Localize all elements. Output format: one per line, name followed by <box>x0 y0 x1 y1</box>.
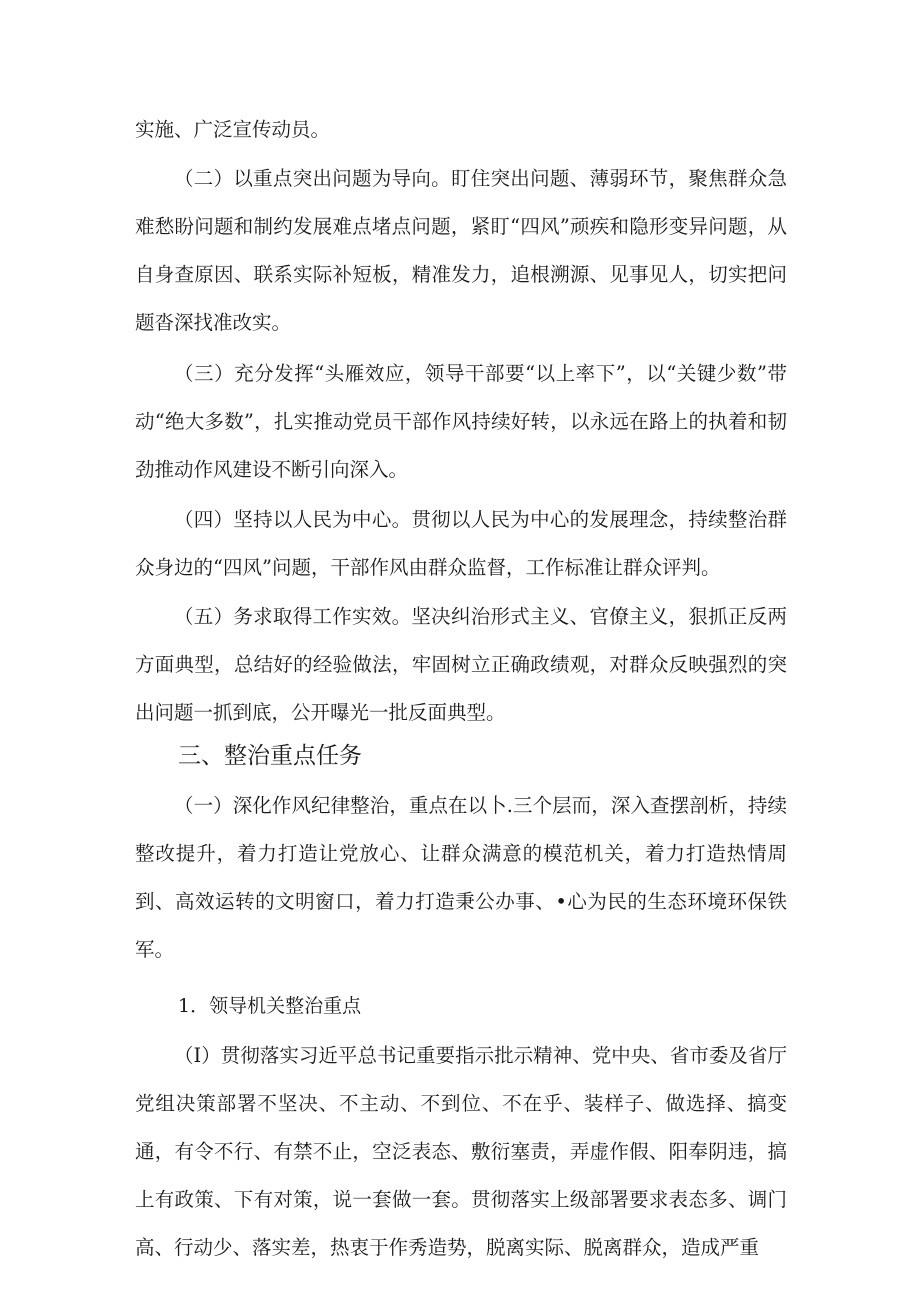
paragraph-continuation: 实施、广泛宣传动员。 <box>135 118 331 141</box>
paragraph-item-4: （四）坚持以人民为中心。贯彻以人民为中心的发展理念，持续整治群众身边的“四风”问题，干部作风由群众监督，工作标准让群众评判。 <box>135 508 787 579</box>
paragraph-item-3: （三）充分发挥“头雁效应，领导干部要“以上率下”，以“关键少数”带动“绝大多数”，扎实推动党员干部作风持续好转，以永远在路上的执着和韧劲推动作风建设不断引向深入。 <box>135 362 787 481</box>
subheading-leadership-organs: 1．领导机关整治重点 <box>178 995 362 1017</box>
paragraph-section-item-1: （一）深化作风纪律整治，重点在以卜.三个层而，深入查摆剖析，持续整改提升，着力打造让党放心、让群众满意的模范机关，着力打造热情周到、高效运转的文明窗口，着力打造秉公办事、•心为民的生态环境环保铁军。 <box>135 794 787 961</box>
paragraph-item-5: （五）务求取得工作实效。坚决纠治形式主义、官僚主义，狠抓正反两方面典型，总结好的经验做法，牢固树立正确政绩观，对群众反映强烈的突出问题一抓到底，公开曝光一批反面典型。 <box>135 605 787 724</box>
paragraph-subitem-1: （I）贯彻落实习近平总书记重要指示批示精神、党中央、省市委及省厅党组决策部署不坚决、不主动、不到位、不在乎、装样子、做选择、搞变通，有令不行、有禁不止，空泛表态、敷衍塞责，弄虚作假、阳奉阴违，搞上有政策、下有对策，说一套做一套。贯彻落实上级部署要求表态多、调门高、行动少、落实差，热衷于作秀造势，脱离实际、脱离群众，造成严重 <box>135 1044 787 1259</box>
paragraph-item-2: （二）以重点突出问题为导向。盯住突出问题、薄弱环节，聚焦群众急难愁盼问题和制约发展难点堵点问题，紧盯“四风”顽疾和隐形变异问题，从自身查原因、联系实际补短板，精准发力，追根溯源、见事见人，切实把问题沓深找准改实。 <box>135 167 787 334</box>
section-heading: 三、整治重点任务 <box>178 743 362 769</box>
